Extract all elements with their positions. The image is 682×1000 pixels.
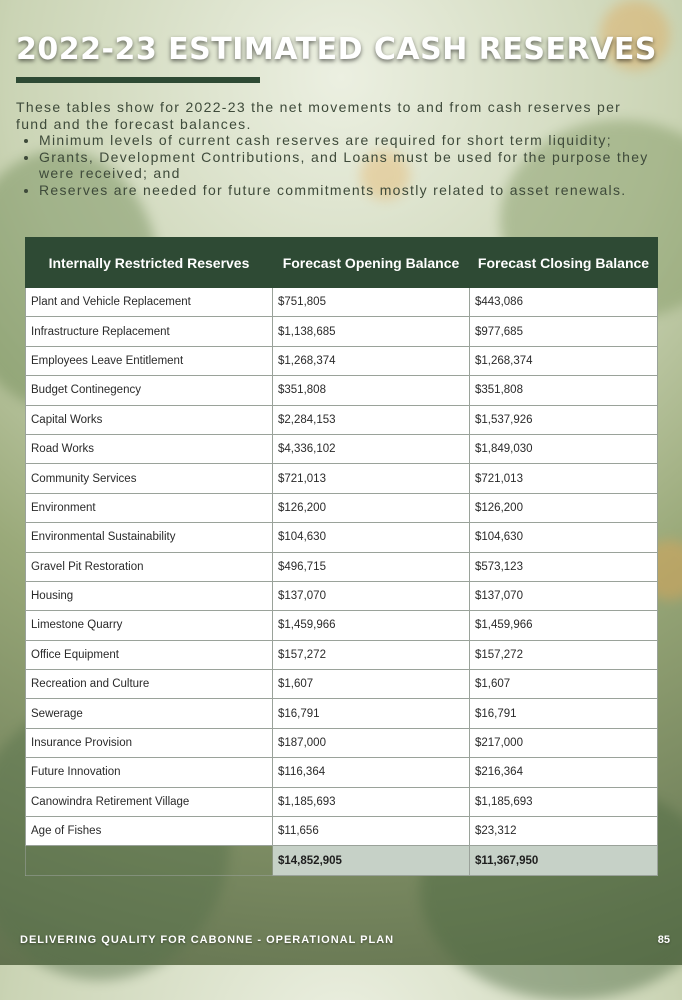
table-row: [26, 464, 658, 493]
closing-balance-cell: $217,000: [470, 728, 658, 757]
reserve-name-cell: Capital Works: [26, 405, 273, 434]
opening-balance-cell: $187,000: [273, 728, 470, 757]
closing-balance-cell: $573,123: [470, 552, 658, 581]
reserve-name-cell: Housing: [26, 581, 273, 610]
closing-balance-cell: $216,364: [470, 758, 658, 787]
reserve-name-cell: Budget Continegency: [26, 376, 273, 405]
closing-balance-cell: $351,808: [470, 376, 658, 405]
opening-balance-cell: $2,284,153: [273, 405, 470, 434]
opening-balance-cell: $351,808: [273, 376, 470, 405]
intro-section: [16, 99, 656, 198]
table-row: [26, 493, 658, 522]
opening-balance-cell: $751,805: [273, 288, 470, 317]
opening-balance-cell: $1,459,966: [273, 611, 470, 640]
opening-balance-cell: $4,336,102: [273, 434, 470, 463]
column-header-closing: Forecast Closing Balance: [470, 238, 658, 288]
closing-balance-cell: $1,607: [470, 670, 658, 699]
opening-balance-cell: $137,070: [273, 581, 470, 610]
reserve-name-cell: Limestone Quarry: [26, 611, 273, 640]
page-title: 2022-23 ESTIMATED CASH RESERVES: [16, 32, 657, 67]
opening-balance-cell: $16,791: [273, 699, 470, 728]
closing-balance-cell: $23,312: [470, 817, 658, 846]
opening-balance-cell: $157,272: [273, 640, 470, 669]
opening-balance-cell: $496,715: [273, 552, 470, 581]
table-row: [26, 758, 658, 787]
page-number: 85: [657, 934, 670, 946]
table-row: [26, 787, 658, 816]
table-row: [26, 317, 658, 346]
table-row: [26, 376, 658, 405]
reserve-name-cell: Employees Leave Entitlement: [26, 346, 273, 375]
closing-balance-cell: $16,791: [470, 699, 658, 728]
reserve-name-cell: Environment: [26, 493, 273, 522]
total-closing: $11,367,950: [470, 846, 658, 875]
opening-balance-cell: $1,185,693: [273, 787, 470, 816]
table-row: [26, 523, 658, 552]
table-row: [26, 405, 658, 434]
intro-bullet: • Reserves are needed for future commitments mostly related to asset renewals.: [39, 182, 656, 199]
reserve-name-cell: Office Equipment: [26, 640, 273, 669]
reserve-name-cell: Age of Fishes: [26, 817, 273, 846]
reserve-name-cell: Plant and Vehicle Replacement: [26, 288, 273, 317]
closing-balance-cell: $1,185,693: [470, 787, 658, 816]
title-underline: [16, 77, 260, 83]
reserve-name-cell: Future Innovation: [26, 758, 273, 787]
opening-balance-cell: $104,630: [273, 523, 470, 552]
reserves-table: [25, 237, 658, 876]
closing-balance-cell: $1,849,030: [470, 434, 658, 463]
total-blank-cell: [26, 846, 273, 875]
reserve-name-cell: Gravel Pit Restoration: [26, 552, 273, 581]
closing-balance-cell: $977,685: [470, 317, 658, 346]
closing-balance-cell: $157,272: [470, 640, 658, 669]
footer-text: DELIVERING QUALITY FOR CABONNE - OPERATIONAL PLAN: [20, 934, 395, 946]
closing-balance-cell: $126,200: [470, 493, 658, 522]
intro-bullet: • Minimum levels of current cash reserves are required for short term liquidity;: [39, 132, 656, 149]
total-opening: $14,852,905: [273, 846, 470, 875]
table-row: [26, 699, 658, 728]
opening-balance-cell: $126,200: [273, 493, 470, 522]
table-row: [26, 640, 658, 669]
closing-balance-cell: $1,268,374: [470, 346, 658, 375]
intro-bullet-list: [16, 132, 656, 198]
closing-balance-cell: $137,070: [470, 581, 658, 610]
table-row: [26, 611, 658, 640]
reserve-name-cell: Infrastructure Replacement: [26, 317, 273, 346]
reserve-name-cell: Recreation and Culture: [26, 670, 273, 699]
table-row: [26, 817, 658, 846]
reserve-name-cell: Road Works: [26, 434, 273, 463]
closing-balance-cell: $104,630: [470, 523, 658, 552]
opening-balance-cell: $1,268,374: [273, 346, 470, 375]
reserve-name-cell: Environmental Sustainability: [26, 523, 273, 552]
reserve-name-cell: Community Services: [26, 464, 273, 493]
closing-balance-cell: $721,013: [470, 464, 658, 493]
column-header-opening: Forecast Opening Balance: [273, 238, 470, 288]
table-row: [26, 434, 658, 463]
opening-balance-cell: $116,364: [273, 758, 470, 787]
table-row: [26, 346, 658, 375]
table-total-row: [26, 846, 658, 875]
table-row: [26, 581, 658, 610]
closing-balance-cell: $1,537,926: [470, 405, 658, 434]
opening-balance-cell: $1,138,685: [273, 317, 470, 346]
opening-balance-cell: $11,656: [273, 817, 470, 846]
intro-bullet: • Grants, Development Contributions, and Loans must be used for the purpose they were received; and: [39, 149, 656, 182]
intro-text: These tables show for 2022-23 the net movements to and from cash reserves per fund and the forecast balances.: [16, 99, 622, 132]
reserve-name-cell: Sewerage: [26, 699, 273, 728]
table-row: [26, 288, 658, 317]
opening-balance-cell: $721,013: [273, 464, 470, 493]
reserve-name-cell: Insurance Provision: [26, 728, 273, 757]
table-row: [26, 728, 658, 757]
column-header-reserve: Internally Restricted Reserves: [26, 238, 273, 288]
closing-balance-cell: $443,086: [470, 288, 658, 317]
opening-balance-cell: $1,607: [273, 670, 470, 699]
table-row: [26, 670, 658, 699]
table-header-row: [26, 238, 658, 288]
closing-balance-cell: $1,459,966: [470, 611, 658, 640]
reserve-name-cell: Canowindra Retirement Village: [26, 787, 273, 816]
table-row: [26, 552, 658, 581]
table-body: [26, 288, 658, 846]
